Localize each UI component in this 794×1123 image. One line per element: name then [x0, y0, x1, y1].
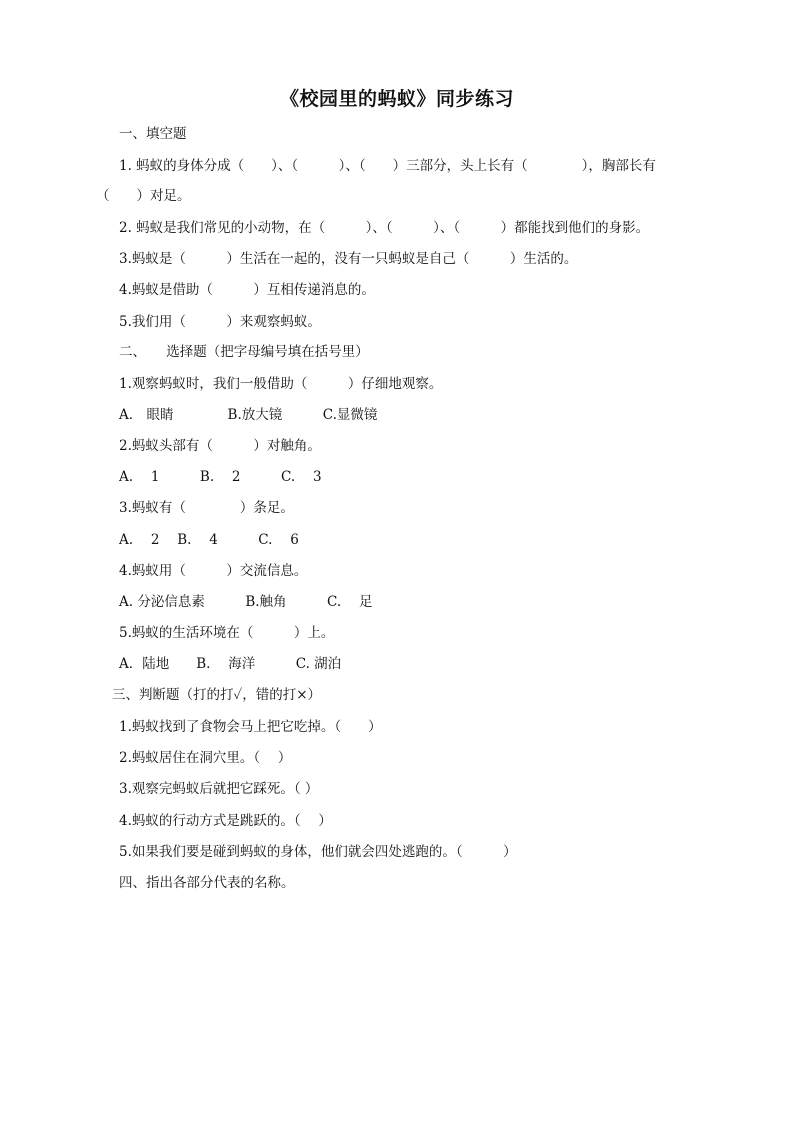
section3-question1: 1.蚂蚁找到了食物会马上把它吃掉。（ ） [119, 719, 382, 735]
section3-question3: 3.观察完蚂蚁后就把它踩死。（ ） [119, 781, 319, 797]
section4-heading: 四、指出各部分代表的名称。 [119, 875, 295, 891]
page-title: 《校园里的蚂蚁》同步练习 [279, 88, 514, 110]
section2-question2: 2.蚂蚁头部有（ ）对触角。 [119, 438, 321, 454]
section1-question5: 5.我们用（ ）来观察蚂蚁。 [119, 314, 321, 330]
section2-heading: 二、 选择题（把字母编号填在括号里） [119, 344, 369, 360]
section2-question1-options: A． 眼睛 B.放大镜 C.显微镜 [119, 407, 378, 423]
section3-question5: 5.如果我们要是碰到蚂蚁的身体，他们就会四处逃跑的。（ ） [119, 844, 517, 860]
section3-heading: 三、判断题（打的打✓，错的打×） [112, 687, 322, 703]
section2-question1: 1.观察蚂蚁时，我们一般借助（ ）仔细地观察。 [119, 376, 443, 392]
section2-question5-options: A．陆地 B. 海洋 C. 湖泊 [119, 656, 342, 672]
section2-question3: 3.蚂蚁有（ ）条足。 [119, 500, 294, 516]
section2-question3-options: A. 2 B. 4 C. 6 [119, 532, 299, 548]
section2-question4: 4.蚂蚁用（ ）交流信息。 [119, 563, 308, 579]
section2-question4-options: A. 分泌信息素 B.触角 C. 足 [119, 594, 373, 610]
section3-question2: 2.蚂蚁居住在洞穴里。（ ） [119, 750, 292, 766]
section1-question1-line2: （ ）对足。 [96, 188, 191, 204]
section1-question2: 2. 蚂蚁是我们常见的小动物，在（ ）、（ ）、（ ）都能找到他们的身影。 [119, 220, 650, 236]
section1-question1-line1: 1. 蚂蚁的身体分成（ ）、（ ）、（ ）三部分，头上长有（ ），胸部长有 [119, 158, 656, 174]
section2-question5: 5.蚂蚁的生活环境在（ ）上。 [119, 625, 335, 641]
section1-heading: 一、填空题 [119, 126, 187, 142]
section2-question2-options: A. 1 B. 2 C. 3 [119, 469, 322, 485]
section1-question3: 3.蚂蚁是（ ）生活在一起的，没有一只蚂蚁是自己（ ）生活的。 [119, 251, 578, 267]
section1-question4: 4.蚂蚁是借助（ ）互相传递消息的。 [119, 282, 375, 298]
section3-question4: 4.蚂蚁的行动方式是跳跃的。（ ） [119, 813, 332, 829]
